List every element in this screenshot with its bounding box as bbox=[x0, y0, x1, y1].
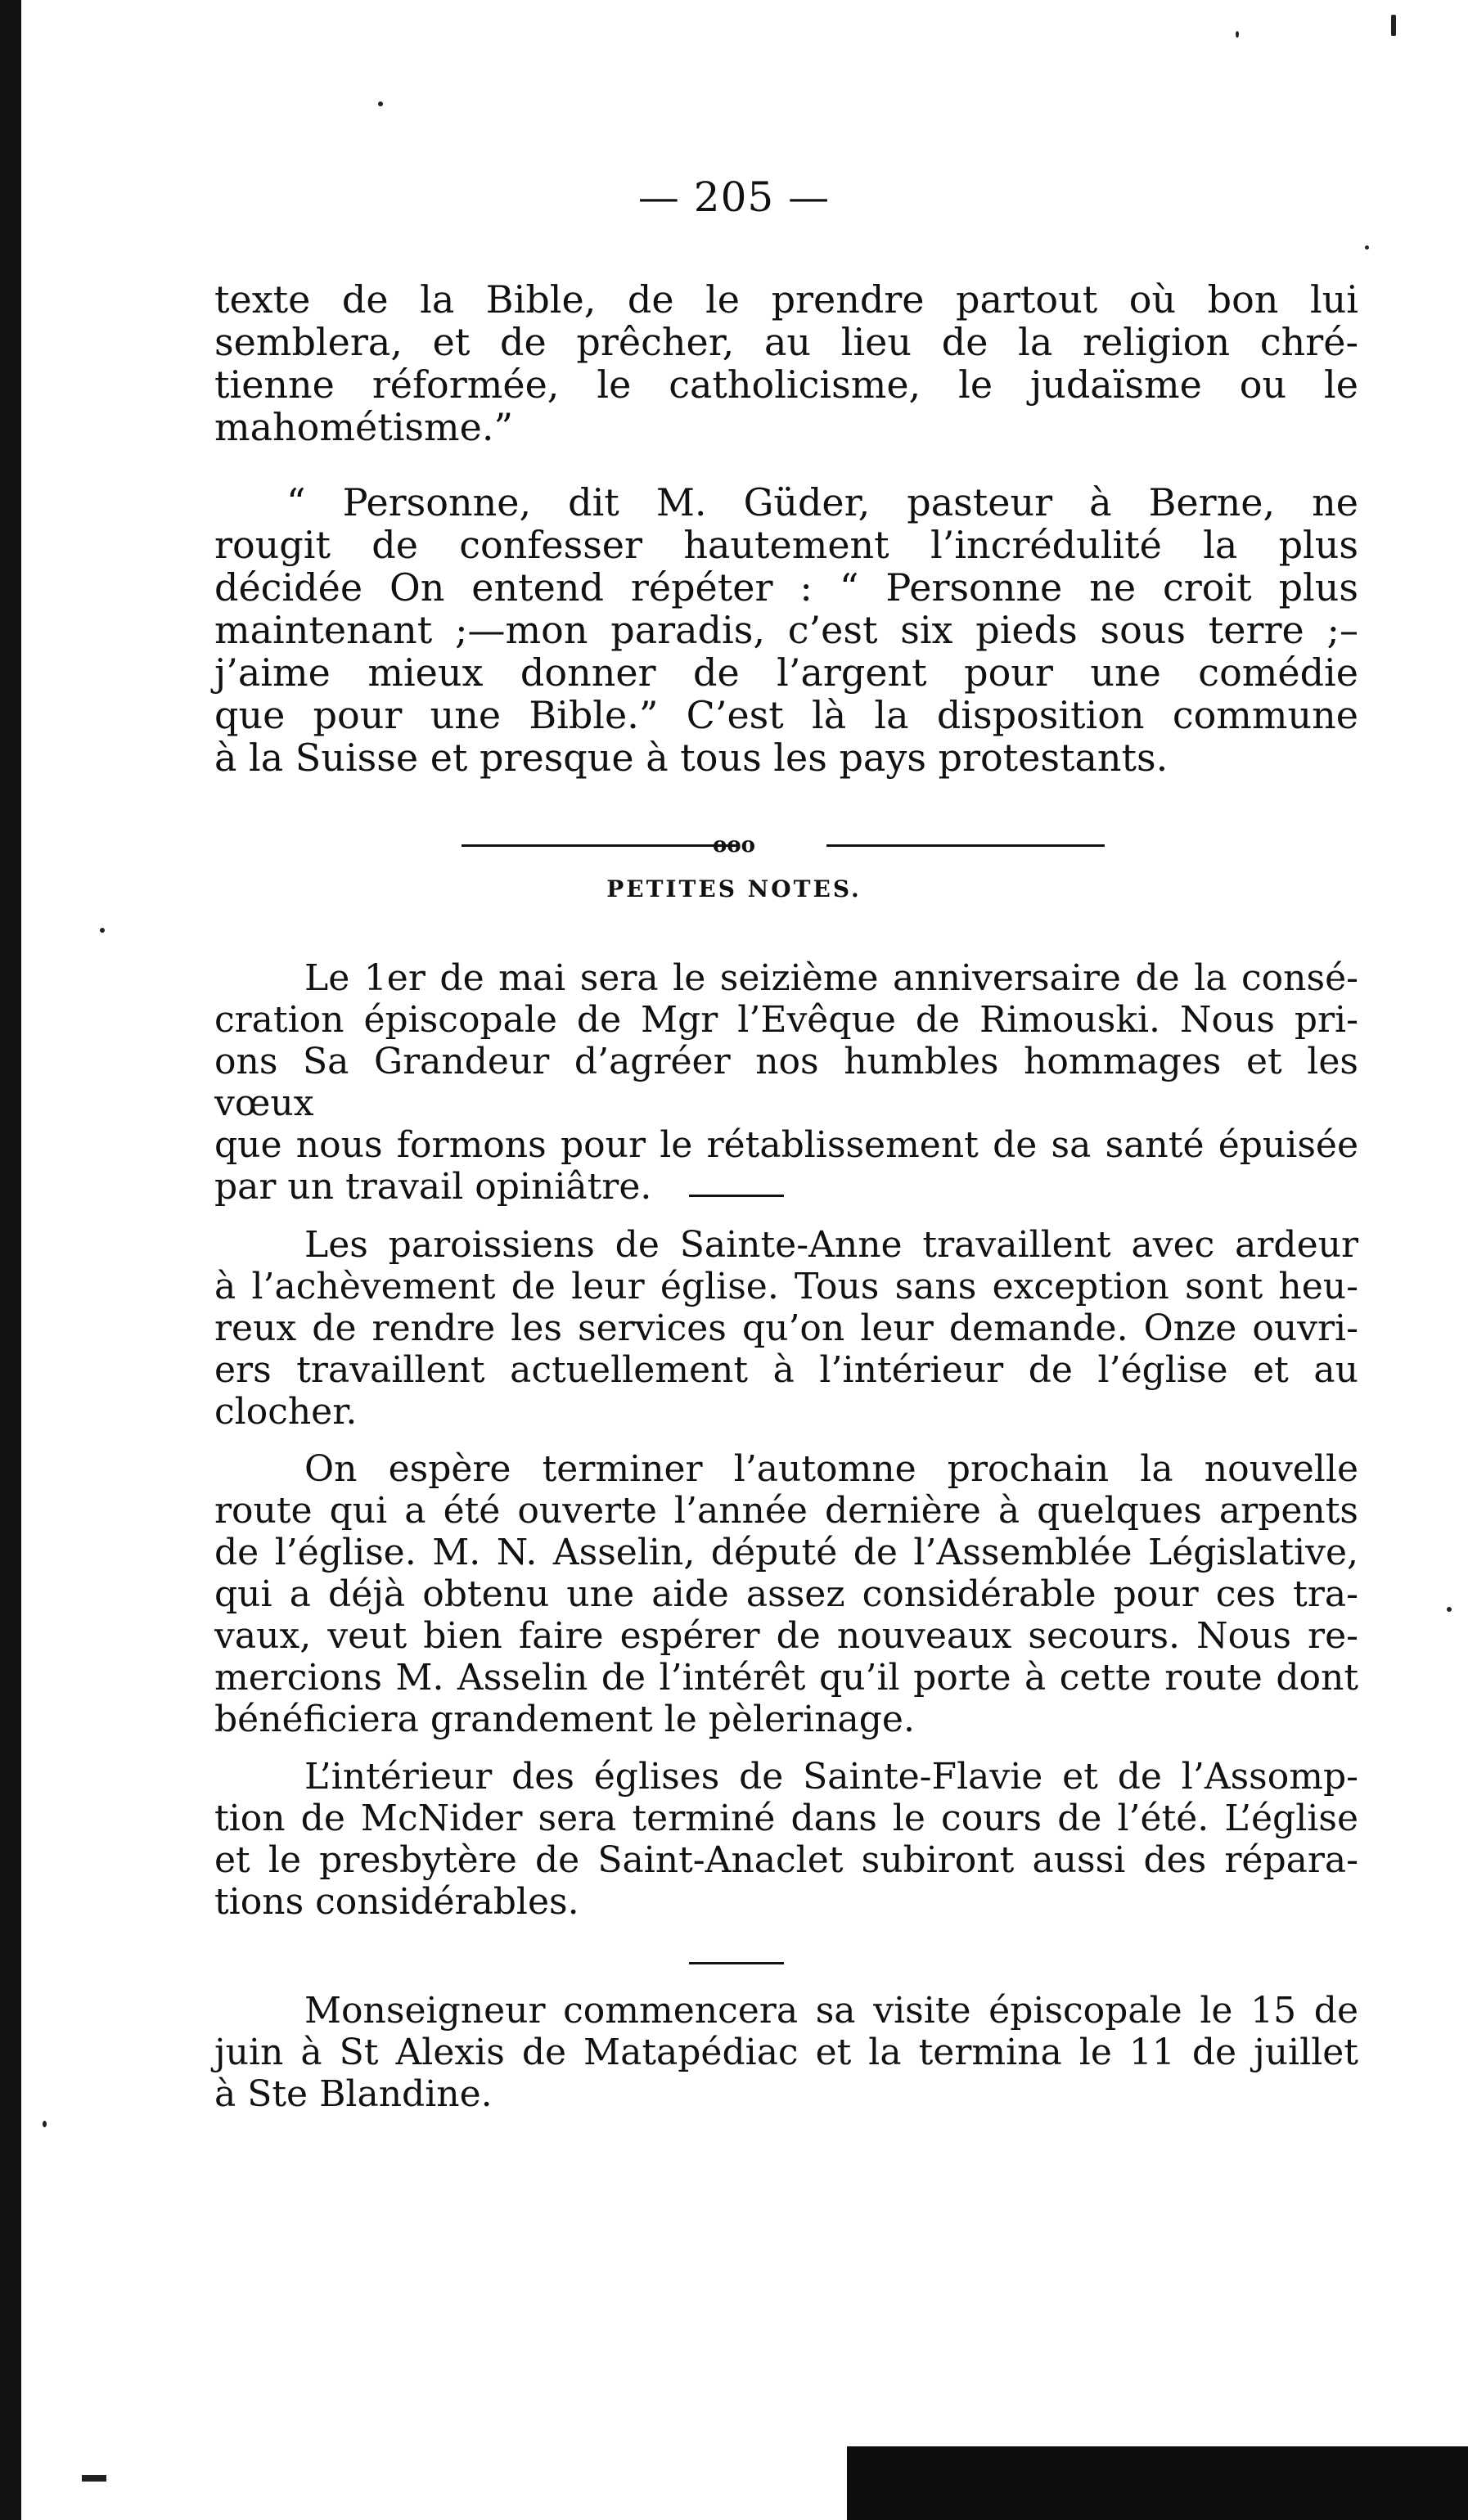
text-line: qui a déjà obtenu une aide assez considérable pour ces tra- bbox=[214, 1573, 1358, 1615]
note-paragraph bbox=[214, 1448, 1358, 1740]
section-ornament: ooo bbox=[712, 833, 756, 857]
text-line: clocher. bbox=[214, 1391, 358, 1433]
scan-speck bbox=[1236, 31, 1239, 38]
text-line: route qui a été ouverte l’année dernière à quelques arpents bbox=[214, 1490, 1358, 1532]
text-line: reux de rendre les services qu’on leur demande. Onze ouvri- bbox=[214, 1307, 1358, 1349]
text-line: de l’église. M. N. Asselin, député de l’Assemblée Législative, bbox=[214, 1532, 1358, 1573]
text-line: rougit de confesser hautement l’incrédulité la plus bbox=[214, 523, 1358, 567]
text-line: texte de la Bible, de le prendre partout où bon lui bbox=[214, 277, 1358, 322]
scan-speck bbox=[43, 2121, 47, 2127]
text-line: à la Suisse et presque à tous les pays protestants. bbox=[214, 736, 1169, 780]
text-line: semblera, et de prêcher, au lieu de la religion chré- bbox=[214, 320, 1358, 364]
text-line: tion de McNider sera terminé dans le cours de l’été. L’église bbox=[214, 1798, 1358, 1839]
text-line: L’intérieur des églises de Sainte-Flavie et de l’Assomp- bbox=[304, 1756, 1358, 1798]
text-line: “ Personne, dit M. Güder, pasteur à Berne, ne bbox=[286, 480, 1358, 524]
text-line: ons Sa Grandeur d’agréer nos humbles hommages et les vœux bbox=[214, 1041, 1358, 1124]
section-rule-right bbox=[826, 844, 1105, 847]
scan-dark-strip bbox=[847, 2446, 1468, 2520]
quote-paragraph bbox=[214, 481, 1358, 779]
note-divider bbox=[689, 1962, 784, 1964]
text-line: bénéficiera grandement le pèlerinage. bbox=[214, 1699, 915, 1740]
text-line: décidée On entend répéter : “ Personne ne croit plus bbox=[214, 565, 1358, 610]
text-line: et le presbytère de Saint-Anaclet subiront aussi des répara- bbox=[214, 1839, 1358, 1881]
scan-speck bbox=[1391, 15, 1396, 36]
note-paragraph bbox=[214, 957, 1358, 1208]
note-paragraph bbox=[214, 1224, 1358, 1433]
scan-speck bbox=[1447, 1607, 1452, 1612]
text-line: mercions M. Asselin de l’intérêt qu’il porte à cette route dont bbox=[214, 1657, 1358, 1699]
scan-spine-edge bbox=[0, 0, 21, 2520]
continuation-paragraph bbox=[214, 278, 1358, 448]
text-line: Monseigneur commencera sa visite épiscopale le 15 de bbox=[304, 1990, 1358, 2032]
text-line: que nous formons pour le rétablissement de sa santé épuisée bbox=[214, 1124, 1358, 1166]
text-line: ers travaillent actuellement à l’intérieur de l’église et au bbox=[214, 1349, 1358, 1391]
text-line: j’aime mieux donner de l’argent pour une comédie bbox=[214, 650, 1358, 695]
note-paragraph bbox=[214, 1756, 1358, 1923]
text-line: à Ste Blandine. bbox=[214, 2073, 493, 2115]
text-line: maintenant ;—mon paradis, c’est six pieds sous terre ;– bbox=[214, 608, 1358, 652]
text-line: juin à St Alexis de Matapédiac et la termina le 11 de juillet bbox=[214, 2032, 1358, 2073]
page-number: — 205 — bbox=[637, 173, 831, 221]
scan-mark bbox=[82, 2475, 106, 2482]
scan-speck bbox=[1365, 245, 1369, 250]
text-line: à l’achèvement de leur église. Tous sans exception sont heu- bbox=[214, 1266, 1358, 1307]
text-line: On espère terminer l’automne prochain la nouvelle bbox=[304, 1448, 1358, 1490]
note-divider bbox=[689, 1195, 784, 1197]
text-line: que pour une Bible.” C’est là la disposition commune bbox=[214, 693, 1358, 737]
text-line: cration épiscopale de Mgr l’Evêque de Rimouski. Nous pri- bbox=[214, 999, 1358, 1041]
section-title: PETITES NOTES. bbox=[606, 875, 862, 902]
scan-speck bbox=[100, 928, 105, 933]
note-paragraph bbox=[214, 1990, 1358, 2115]
text-line: tienne réformée, le catholicisme, le judaïsme ou le bbox=[214, 362, 1358, 407]
text-line: vaux, veut bien faire espérer de nouveaux secours. Nous re- bbox=[214, 1615, 1358, 1657]
text-line: Le 1er de mai sera le seizième anniversaire de la consé- bbox=[304, 957, 1358, 999]
text-line: mahométisme.” bbox=[214, 405, 513, 449]
text-line: par un travail opiniâtre. bbox=[214, 1166, 652, 1208]
scan-speck bbox=[378, 101, 383, 106]
text-line: Les paroissiens de Sainte-Anne travaillent avec ardeur bbox=[304, 1224, 1358, 1266]
text-line: tions considérables. bbox=[214, 1881, 579, 1923]
